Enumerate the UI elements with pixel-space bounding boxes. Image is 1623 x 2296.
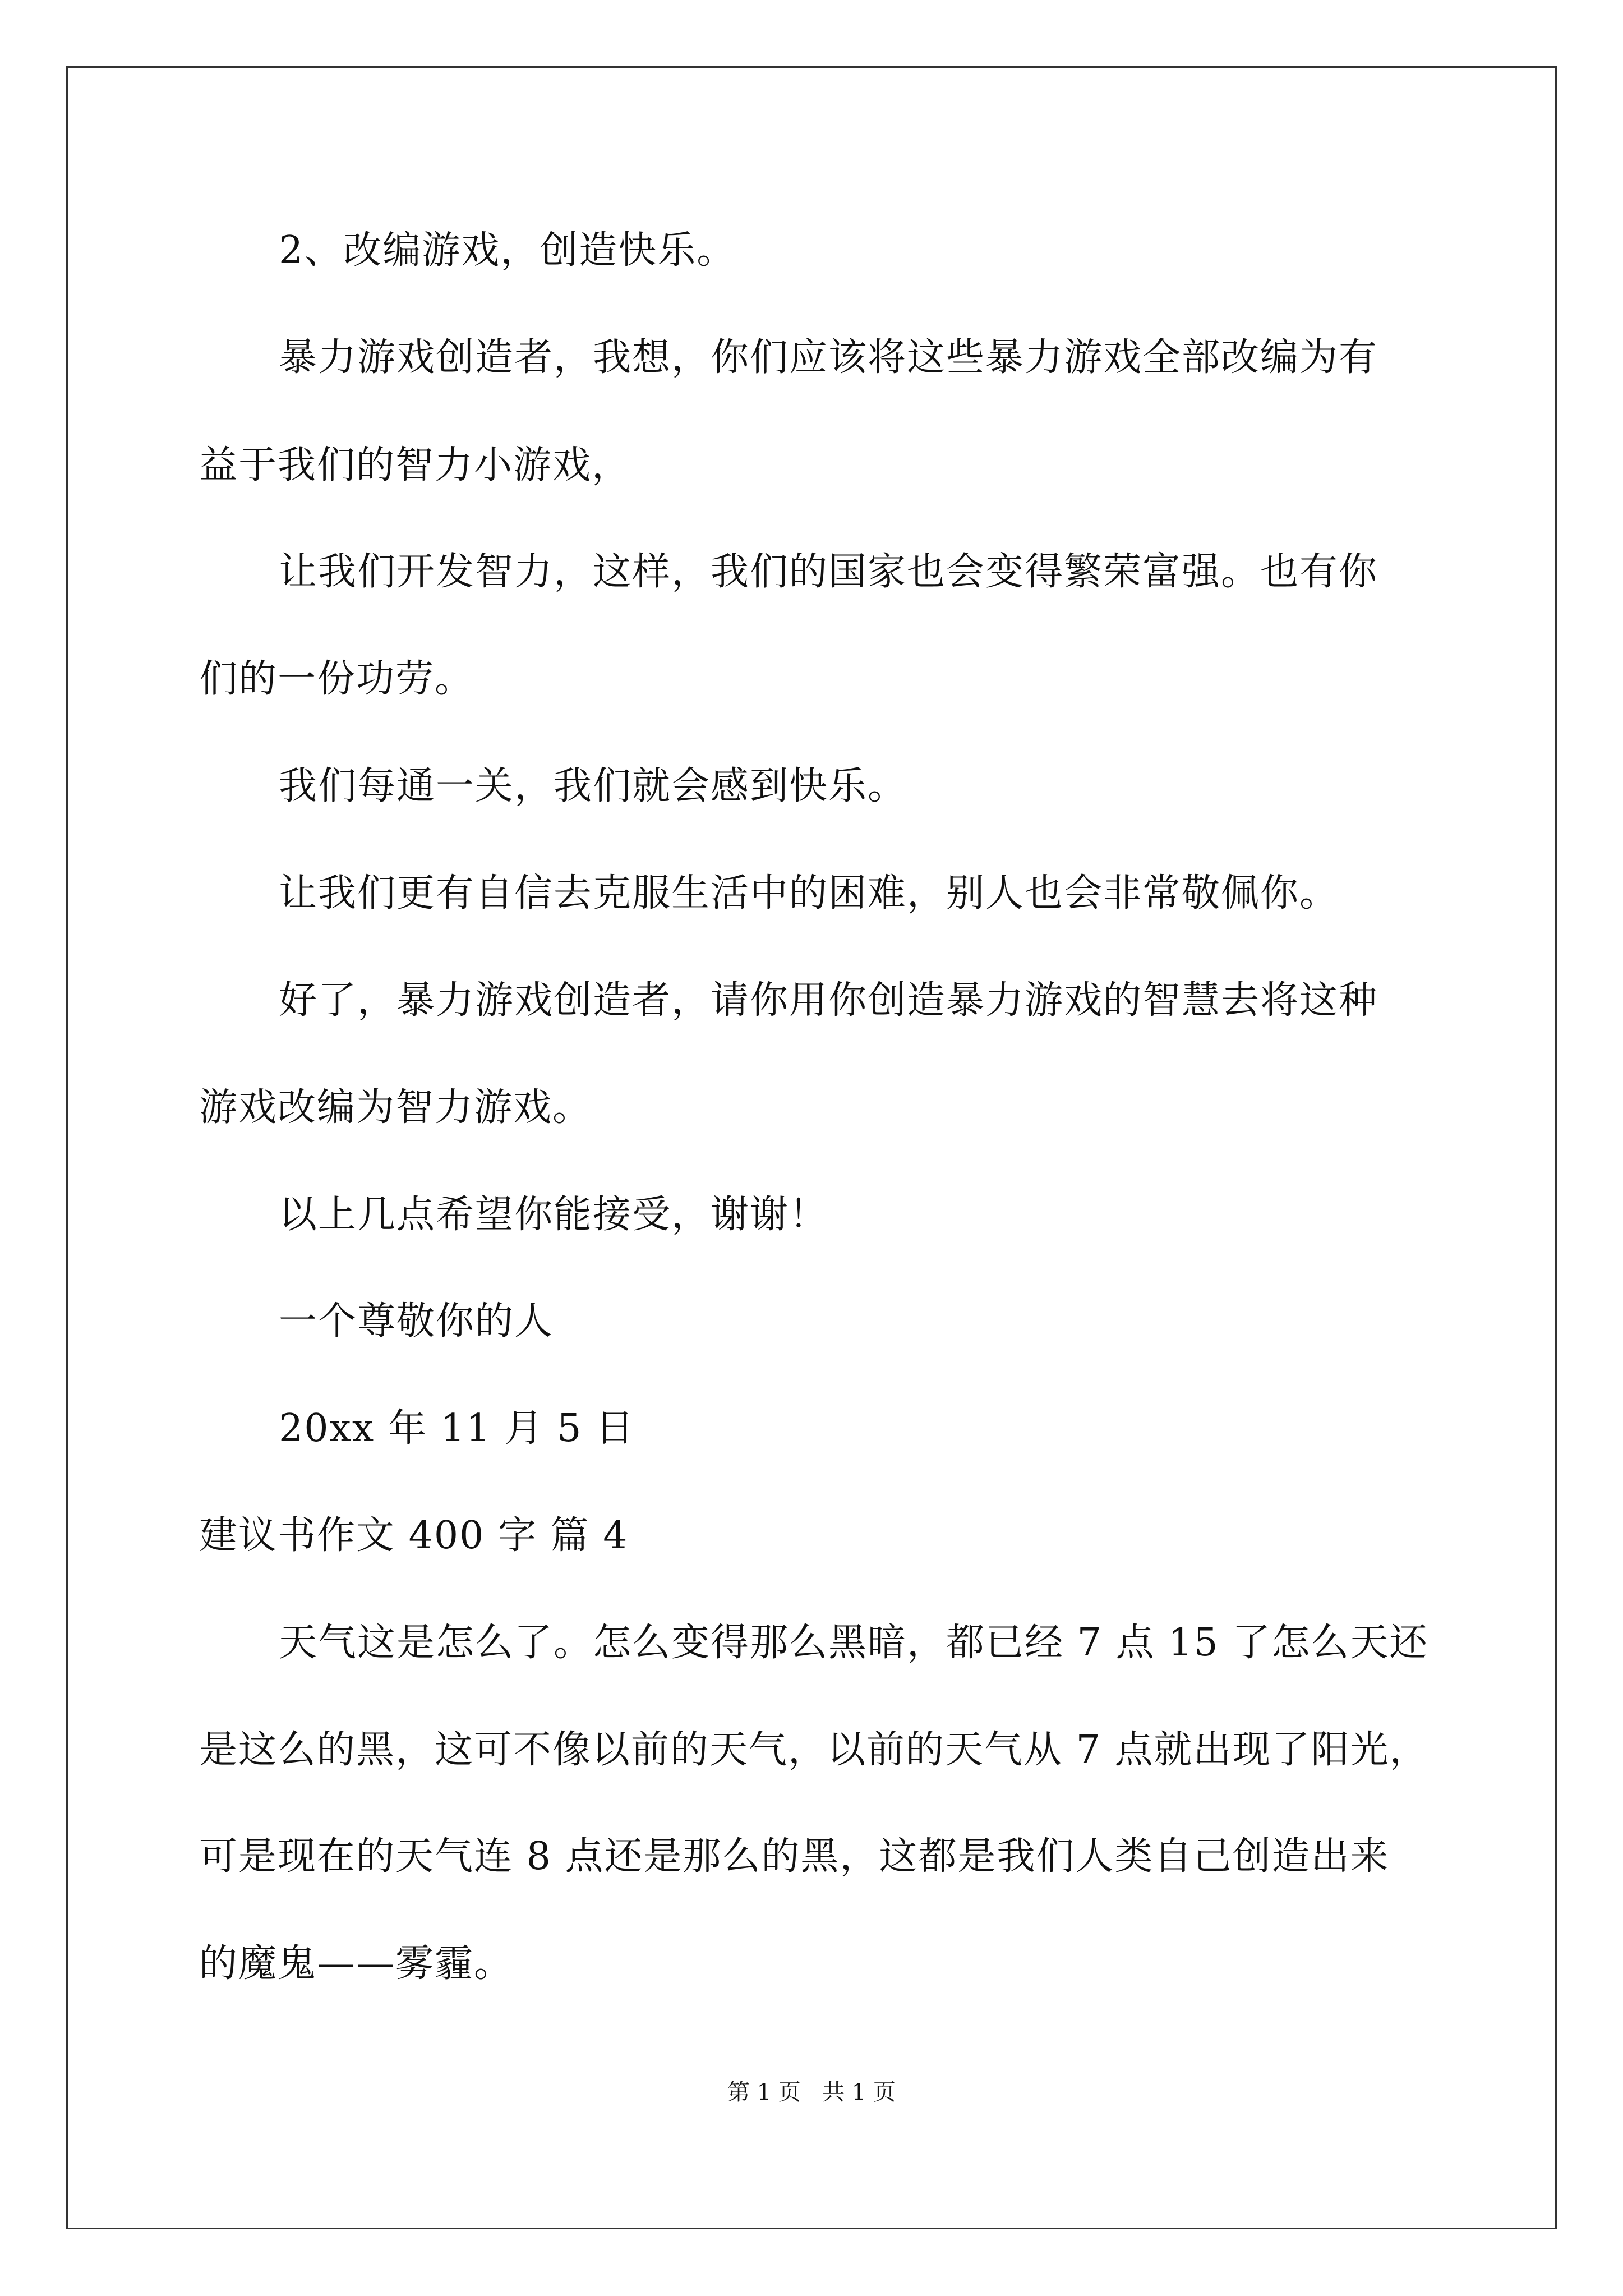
paragraph-line: 2、改编游戏，创造快乐。 bbox=[279, 228, 736, 273]
paragraph-line: 天气这是怎么了。怎么变得那么黑暗，都已经 7 点 15 了怎么天还 bbox=[279, 1621, 1429, 1665]
section-heading: 建议书作文 400 字 篇 4 bbox=[199, 1513, 629, 1558]
paragraph-line: 游戏改编为智力游戏。 bbox=[199, 1085, 592, 1130]
paragraph-line: 可是现在的天气连 8 点还是那么的黑，这都是我们人类自己创造出来 bbox=[199, 1834, 1390, 1879]
paragraph-line: 让我们开发智力，这样，我们的国家也会变得繁荣富强。也有你 bbox=[279, 550, 1378, 594]
signature-line: 一个尊敬你的人 bbox=[279, 1299, 554, 1343]
paragraph-line: 是这么的黑，这可不像以前的天气，以前的天气从 7 点就出现了阳光， bbox=[199, 1728, 1429, 1772]
paragraph-line: 让我们更有自信去克服生活中的困难，别人也会非常敬佩你。 bbox=[279, 871, 1339, 915]
paragraph-line: 好了，暴力游戏创造者，请你用你创造暴力游戏的智慧去将这种 bbox=[279, 978, 1378, 1023]
paragraph-line: 以上几点希望你能接受，谢谢！ bbox=[279, 1193, 829, 1237]
page-frame bbox=[66, 66, 1557, 2229]
paragraph-line: 们的一份功劳。 bbox=[199, 657, 474, 701]
paragraph-line: 益于我们的智力小游戏， bbox=[199, 443, 631, 487]
paragraph-line: 我们每通一关，我们就会感到快乐。 bbox=[279, 764, 907, 808]
paragraph-line: 的魔鬼——雾霾。 bbox=[199, 1941, 514, 1986]
date-line: 20xx 年 11 月 5 日 bbox=[279, 1406, 635, 1451]
paragraph-line: 暴力游戏创造者，我想，你们应该将这些暴力游戏全部改编为有 bbox=[279, 335, 1378, 380]
page-footer: 第 1 页 共 1 页 bbox=[727, 2079, 896, 2105]
